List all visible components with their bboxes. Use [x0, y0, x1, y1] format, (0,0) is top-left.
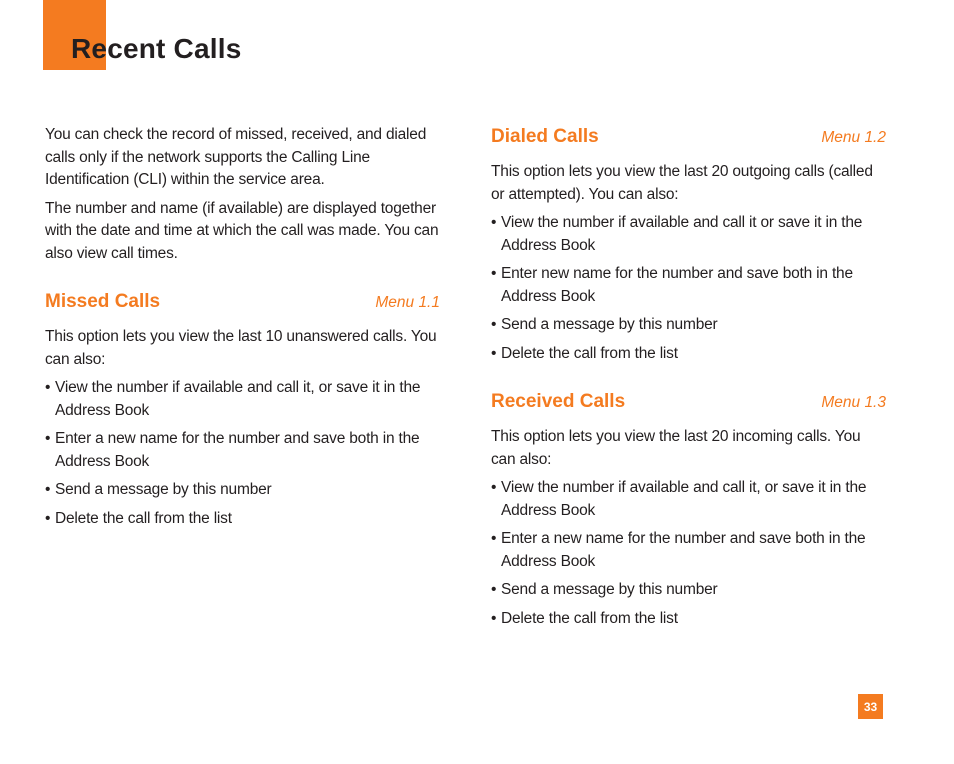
missed-calls-options — [45, 377, 440, 530]
bullet-glyph: • — [491, 344, 497, 362]
bullet-glyph: • — [45, 379, 51, 396]
list-item — [491, 477, 886, 522]
right-column — [491, 123, 886, 636]
list-item — [491, 579, 886, 602]
list-item-text: Delete the call from the list — [501, 609, 678, 627]
missed-calls-heading — [45, 288, 440, 316]
bullet-glyph: • — [491, 581, 497, 598]
left-column — [45, 124, 440, 536]
list-item — [45, 377, 440, 422]
list-item — [491, 608, 886, 631]
list-item — [45, 508, 440, 531]
bullet-glyph: • — [491, 479, 497, 496]
bullet-glyph: • — [491, 316, 497, 333]
bullet-glyph: • — [491, 609, 497, 627]
list-item-text: Send a message by this number — [501, 581, 718, 598]
intro-paragraph-2: The number and name (if available) are displayed together with the date and time at which the call was made. You can also view call times. — [45, 199, 439, 262]
list-item — [45, 428, 440, 473]
list-item-text: Enter a new name for the number and save both in the Address Book — [501, 530, 866, 570]
list-item-text: Send a message by this number — [501, 316, 718, 333]
list-item-text: Delete the call from the list — [55, 509, 232, 527]
missed-calls-description: This option lets you view the last 10 unanswered calls. You can also: — [45, 328, 437, 368]
list-item — [491, 528, 886, 573]
received-calls-description: This option lets you view the last 20 incoming calls. You can also: — [491, 428, 861, 468]
received-calls-menu-ref: Menu 1.3 — [821, 394, 886, 411]
missed-calls-menu-ref: Menu 1.1 — [375, 294, 440, 311]
dialed-calls-description: This option lets you view the last 20 outgoing calls (called or attempted). You can also: — [491, 163, 873, 203]
dialed-calls-options — [491, 212, 886, 365]
bullet-glyph: • — [491, 265, 497, 282]
list-item-text: View the number if available and call it, or save it in the Address Book — [501, 479, 867, 519]
dialed-calls-title: Dialed Calls — [491, 126, 599, 147]
bullet-glyph: • — [491, 530, 497, 547]
received-calls-heading — [491, 388, 886, 416]
missed-calls-title: Missed Calls — [45, 291, 161, 312]
list-item — [45, 479, 440, 502]
list-item — [491, 343, 886, 366]
bullet-glyph: • — [45, 481, 51, 498]
page-number: 33 — [858, 694, 883, 719]
received-calls-options — [491, 477, 886, 630]
bullet-glyph: • — [45, 430, 51, 447]
list-item-text: Delete the call from the list — [501, 344, 678, 362]
bullet-glyph: • — [491, 214, 497, 231]
list-item — [491, 263, 886, 308]
dialed-calls-heading — [491, 123, 886, 151]
page-title: Recent Calls — [71, 33, 242, 64]
bullet-glyph: • — [45, 509, 51, 527]
intro-paragraph-1: You can check the record of missed, received, and dialed calls only if the network supports the Calling Line Identification (CLI) within the service area. — [45, 126, 427, 188]
list-item-text: Enter new name for the number and save both in the Address Book — [501, 265, 853, 305]
list-item-text: Send a message by this number — [55, 481, 272, 498]
list-item — [491, 314, 886, 337]
list-item-text: Enter a new name for the number and save both in the Address Book — [55, 430, 420, 470]
list-item — [491, 212, 886, 257]
received-calls-title: Received Calls — [491, 391, 626, 412]
dialed-calls-menu-ref: Menu 1.2 — [821, 129, 886, 146]
list-item-text: View the number if available and call it, or save it in the Address Book — [55, 379, 421, 419]
list-item-text: View the number if available and call it or save it in the Address Book — [501, 214, 863, 254]
